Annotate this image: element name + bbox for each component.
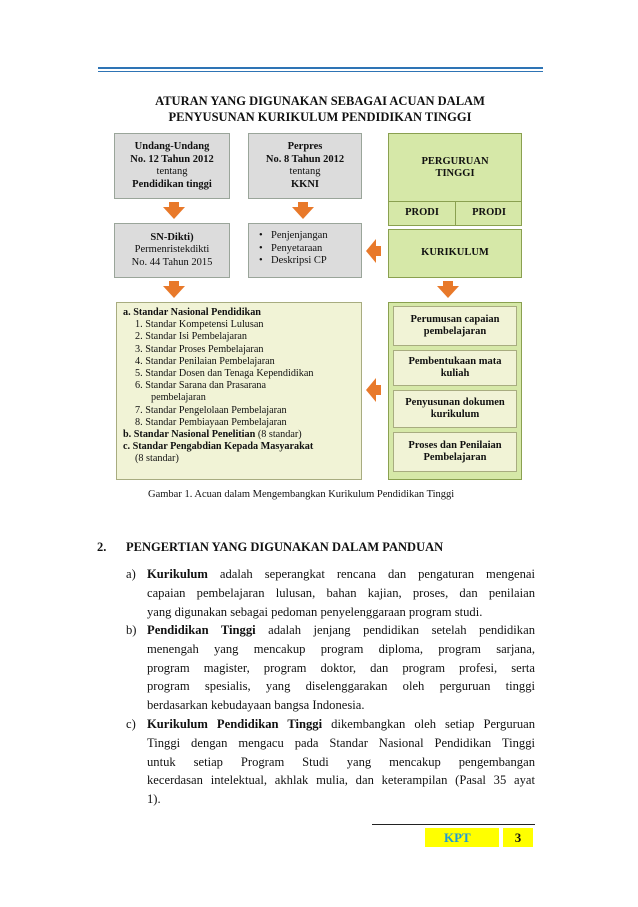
page-number: 3	[503, 828, 533, 847]
step-proses: Proses dan Penilaian Pembelajaran	[393, 432, 517, 472]
down-arrow-icon	[437, 286, 459, 298]
kurikulum-box: KURIKULUM	[388, 229, 522, 278]
step-perumusan: Perumusan capaian pembelajaran	[393, 306, 517, 346]
uu-box: Undang-Undang No. 12 Tahun 2012 tentang Pendidikan tinggi	[114, 133, 230, 199]
definition-pendidikan-tinggi: Pendidikan Tinggi adalah jenjang pendidikan setelah pendidikan menengah yang mencakup program diploma, program sarjana, program magister, program doktor, dan program profesi, serta program spesialis, yang diselenggarakan oleh perguruan tinggi berdasarkan kebudayaan bangsa Indonesia.	[147, 623, 535, 713]
section-heading: PENGERTIAN YANG DIGUNAKAN DALAM PANDUAN	[126, 540, 444, 554]
definition-kurikulum: Kurikulum adalah seperangkat rencana dan pengaturan mengenai capaian pembelajaran lulusan, bahan kajian, proses, dan penilaian yang digunakan sebagai pedoman penyelenggaraan program studi.	[147, 567, 535, 619]
footer-label: KPT	[444, 830, 471, 845]
item-marker-a: a)	[126, 567, 136, 581]
header-rule	[98, 67, 543, 69]
section-number: 2.	[97, 540, 107, 554]
item-marker-b: b)	[126, 623, 137, 637]
arrow-stem	[375, 385, 381, 395]
arrow-stem	[375, 246, 381, 256]
kkni-list: • Penjenjangan • Penyetaraan • Deskripsi CP	[253, 230, 357, 268]
item-marker-c: c)	[126, 717, 136, 731]
pt-label: PERGURUAN TINGGI	[421, 155, 489, 179]
sn-dikti-box: SN-Dikti) Permenristekdikti No. 44 Tahun 2015	[114, 223, 230, 278]
step-pembentukan: Pembentukaan mata kuliah	[393, 350, 517, 386]
standards-list: 1. Standar Kompetensi Lulusan 2. Standar Isi Pembelajaran 3. Standar Proses Pembelajaran 4. Standar Penilaian Pembelajaran 5. Standar Dosen dan Tenaga Kependidikan 6. Standar Sarana dan Prasarana pembelajaran 7. Standar Pengelolaan Pembelajaran 8. Standar Pembiayaan Pembelajaran	[135, 319, 314, 428]
step-penyusunan: Penyusunan dokumen kurikulum	[393, 390, 517, 428]
footer-rule	[372, 824, 535, 825]
down-arrow-icon	[292, 207, 314, 219]
perpres-box: Perpres No. 8 Tahun 2012 tentang KKNI	[248, 133, 362, 199]
kkni-box	[248, 223, 362, 278]
header-rule-thin	[98, 71, 543, 72]
figure-title: ATURAN YANG DIGUNAKAN SEBAGAI ACUAN DALAM PENYUSUNAN KURIKULUM PENDIDIKAN TINGGI	[155, 94, 485, 124]
prodi-1: PRODI	[405, 207, 439, 219]
figure-caption: Gambar 1. Acuan dalam Mengembangkan Kurikulum Pendidikan Tinggi	[148, 489, 455, 500]
down-arrow-icon	[163, 207, 185, 219]
definition-kurikulum-pt: Kurikulum Pendidikan Tinggi dikembangkan oleh setiap Perguruan Tinggi dengan mengacu pada Standar Nasional Pendidikan Tinggi untuk setiap Program Studi yang mencakup pengembangan kecerdasan intelektual, akhlak mulia, dan keterampilan (Pasal 35 ayat 1).	[147, 717, 535, 807]
standards-box: a. Standar Nasional Pendidikan 1. Standar Kompetensi Lulusan 2. Standar Isi Pembelajaran 3. Standar Proses Pembelajaran 4. Standar Penilaian Pembelajaran 5. Standar Dosen dan Tenaga Kependidikan 6. Standar Sarana dan Prasarana pembelajaran 7. Standar Pengelolaan Pembelajaran 8. Standar Pembiayaan Pembelajaran b. Standar Nasional Penelitian (8 standar) c. Standar Pengabdian Kepada Masyarakat (8 standar)	[116, 302, 362, 480]
perguruan-tinggi-box	[388, 133, 522, 226]
prodi-2: PRODI	[472, 207, 506, 219]
down-arrow-icon	[163, 286, 185, 298]
